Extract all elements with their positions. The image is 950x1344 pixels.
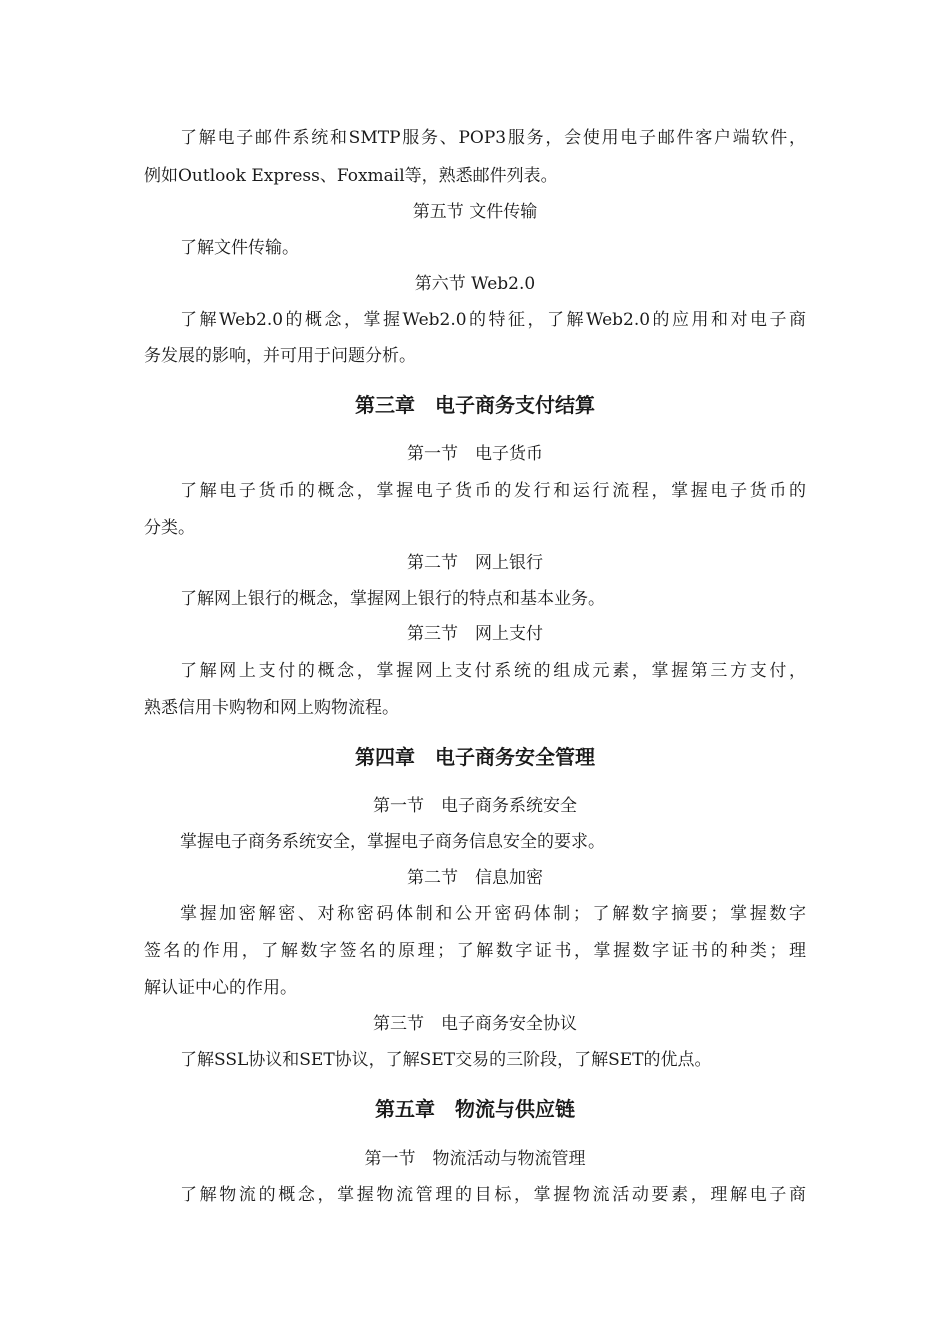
paragraph-online-payment-line-1: 了解网上支付的概念，掌握网上支付系统的组成元素，掌握第三方支付，	[180, 661, 806, 681]
section-title-system-security: 第一节 电子商务系统安全	[373, 796, 577, 816]
paragraph-online-payment-line-2: 熟悉信用卡购物和网上购物流程。	[144, 698, 399, 718]
paragraph-email-line-1: 了解电子邮件系统和SMTP服务、POP3服务，会使用电子邮件客户端软件，	[180, 128, 806, 148]
section-title-web20: 第六节 Web2.0	[414, 274, 536, 294]
paragraph-web20-line-1: 了解Web2.0的概念，掌握Web2.0的特征，了解Web2.0的应用和对电子商	[180, 310, 806, 330]
paragraph-encryption-line-3: 解认证中心的作用。	[144, 978, 297, 998]
paragraph-file-transfer: 了解文件传输。	[180, 238, 299, 258]
paragraph-e-money-line-1: 了解电子货币的概念，掌握电子货币的发行和运行流程，掌握电子货币的	[180, 481, 806, 501]
paragraph-system-security: 掌握电子商务系统安全，掌握电子商务信息安全的要求。	[180, 832, 605, 852]
section-title-file-transfer: 第五节 文件传输	[412, 202, 538, 222]
paragraph-security-protocol: 了解SSL协议和SET协议，了解SET交易的三阶段，了解SET的优点。	[180, 1050, 712, 1070]
section-title-e-money: 第一节 电子货币	[407, 444, 543, 464]
section-title-encryption: 第二节 信息加密	[407, 868, 543, 888]
chapter-title-3: 第三章 电子商务支付结算	[355, 393, 595, 417]
section-title-online-bank: 第二节 网上银行	[407, 553, 543, 573]
chapter-title-5: 第五章 物流与供应链	[375, 1097, 575, 1121]
section-title-online-payment: 第三节 网上支付	[407, 624, 543, 644]
section-title-security-protocol: 第三节 电子商务安全协议	[373, 1014, 577, 1034]
paragraph-web20-line-2: 务发展的影响，并可用于问题分析。	[144, 346, 416, 366]
paragraph-e-money-line-2: 分类。	[144, 518, 195, 538]
section-title-logistics: 第一节 物流活动与物流管理	[364, 1149, 586, 1169]
paragraph-online-bank: 了解网上银行的概念，掌握网上银行的特点和基本业务。	[180, 589, 605, 609]
paragraph-logistics-line-1: 了解物流的概念，掌握物流管理的目标，掌握物流活动要素，理解电子商	[180, 1185, 806, 1205]
chapter-title-4: 第四章 电子商务安全管理	[355, 745, 595, 769]
paragraph-encryption-line-2: 签名的作用，了解数字签名的原理；了解数字证书，掌握数字证书的种类；理	[144, 941, 806, 961]
paragraph-email-line-2: 例如Outlook Express、Foxmail等，熟悉邮件列表。	[144, 166, 558, 186]
paragraph-encryption-line-1: 掌握加密解密、对称密码体制和公开密码体制；了解数字摘要；掌握数字	[180, 904, 806, 924]
